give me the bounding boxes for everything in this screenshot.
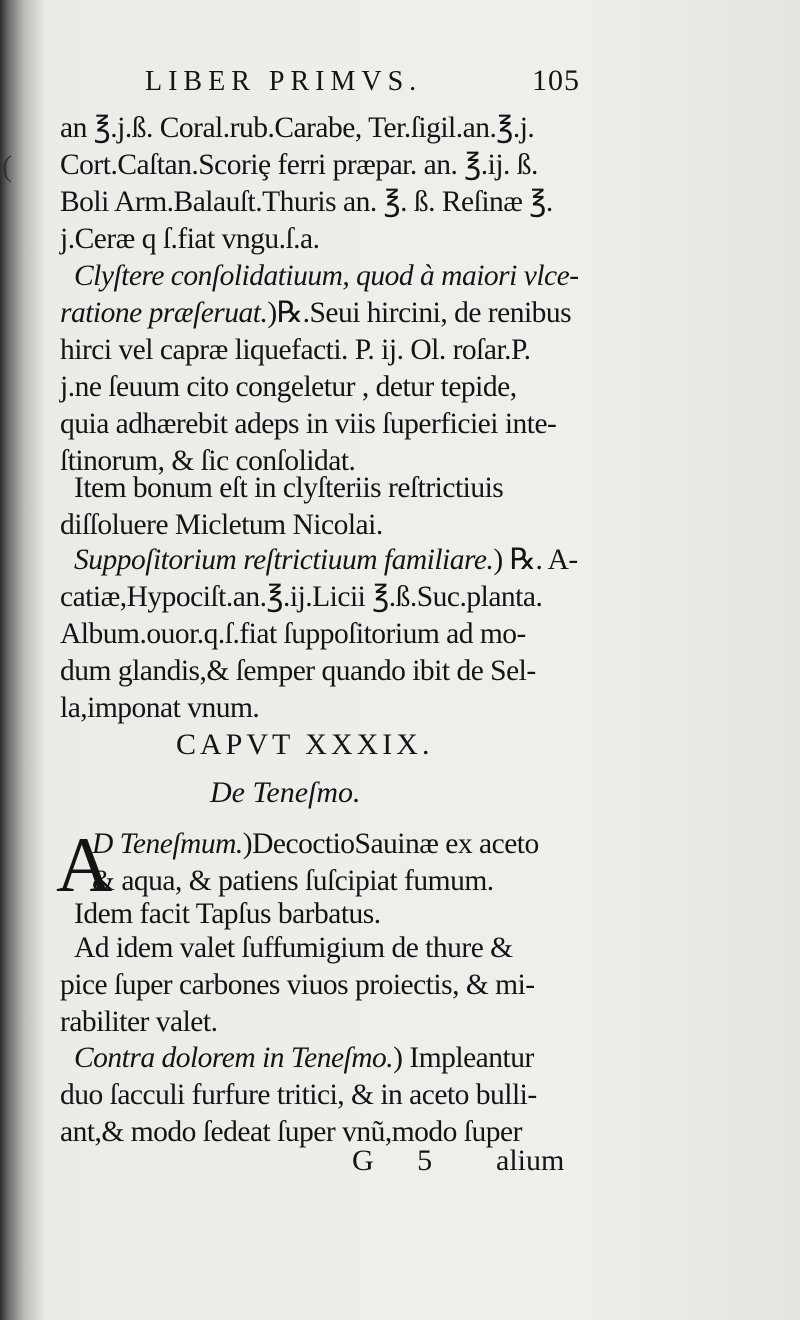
text-line: catiæ,Hypociſt.an.℥.ij.Licii ℥.ß.Suc.planta.: [60, 581, 543, 613]
text-line: Boli Arm.Balauſt.Thuris an. ℥. ß. Reſinæ ℥.: [60, 186, 553, 218]
item-paragraph: [60, 470, 580, 544]
margin-mark: (: [2, 150, 12, 183]
tenesmus-paragraph: [60, 826, 580, 900]
text-line: Idem facit Tapſus barbatus.: [74, 898, 381, 930]
text-line: ſtinorum, & ſic conſolidat.: [60, 445, 356, 477]
text-line: hirci vel capræ liquefacti. P. ij. Ol. roſar.P.: [60, 334, 531, 366]
text-line: diſſoluere Micletum Nicolai.: [60, 509, 383, 541]
text-line: j.Ceræ q ſ.fiat vngu.ſ.a.: [60, 223, 320, 255]
text-line: Album.ouor.q.ſ.fiat ſuppoſitorium ad mo-: [60, 618, 526, 650]
text-line: [60, 1040, 580, 1077]
italic-heading: Contra dolorem in Teneſmo.: [74, 1042, 394, 1074]
text-line: ant,& modo ſedeat ſuper vnũ,modo ſuper: [60, 1116, 522, 1148]
text-line: dum glandis,& ſemper quando ibit de Sel-: [60, 655, 536, 687]
italic-heading: D Teneſmum.: [92, 828, 243, 860]
text-line: la,imponat vnum.: [60, 692, 260, 724]
text-line: [60, 826, 580, 863]
text-line: pice ſuper carbones viuos proiectis, & mi-: [60, 969, 535, 1001]
signature-mark: G 5: [352, 1144, 451, 1177]
page-number: 105: [532, 64, 580, 97]
text-run: ) ℞. A-: [493, 544, 578, 576]
italic-heading-line: Clyſtere conſolidatiuum, quod à maiori vlce-: [74, 260, 579, 292]
text-line: rabiliter valet.: [60, 1006, 218, 1038]
clyster-paragraph: [60, 258, 580, 480]
suppository-paragraph: [60, 542, 580, 727]
text-line: Cort.Caſtan.Scoriȩ ferri præpar. an. ℥.ij. ß.: [60, 149, 538, 181]
text-line: & aqua, & patiens ſuſcipiat fumum.: [92, 865, 494, 897]
contra-dolorem-paragraph: [60, 1040, 580, 1151]
drop-cap: A: [56, 821, 113, 908]
suffumigium-paragraph: [60, 930, 580, 1041]
italic-heading: Suppoſitorium reſtrictiuum familiare.: [74, 544, 494, 576]
chapter-subtitle: De Teneſmo.: [210, 776, 361, 809]
text-line: an ℥.j.ß. Coral.rub.Carabe, Ter.ſigil.an.℥.j.: [60, 112, 535, 144]
text-line: j.ne ſeuum cito congeletur , detur tepide,: [60, 371, 517, 403]
text-line: duo ſacculi furfure tritici, & in aceto bulli-: [60, 1079, 537, 1111]
text-line: quia adhærebit adeps in viis ſuperficiei inte-: [60, 408, 557, 440]
text-line: [60, 542, 580, 579]
text-line: Item bonum eſt in clyſteriis reſtrictiuis: [74, 472, 504, 504]
chapter-title: CAPVT XXXIX.: [176, 728, 434, 761]
italic-heading: ratione præſeruat.: [60, 297, 268, 329]
text-run: )℞.Seui hircini, de renibus: [267, 297, 572, 329]
recipe-paragraph: [60, 110, 580, 258]
text-run: )DecoctioSauinæ ex aceto: [242, 828, 539, 860]
running-head: LIBER PRIMVS.: [145, 66, 423, 97]
idem-paragraph: [60, 896, 580, 933]
text-line: [60, 295, 580, 332]
catchword: alium: [496, 1144, 565, 1177]
text-run: ) Impleantur: [393, 1042, 534, 1074]
text-line: Ad idem valet ſuffumigium de thure &: [74, 932, 513, 964]
